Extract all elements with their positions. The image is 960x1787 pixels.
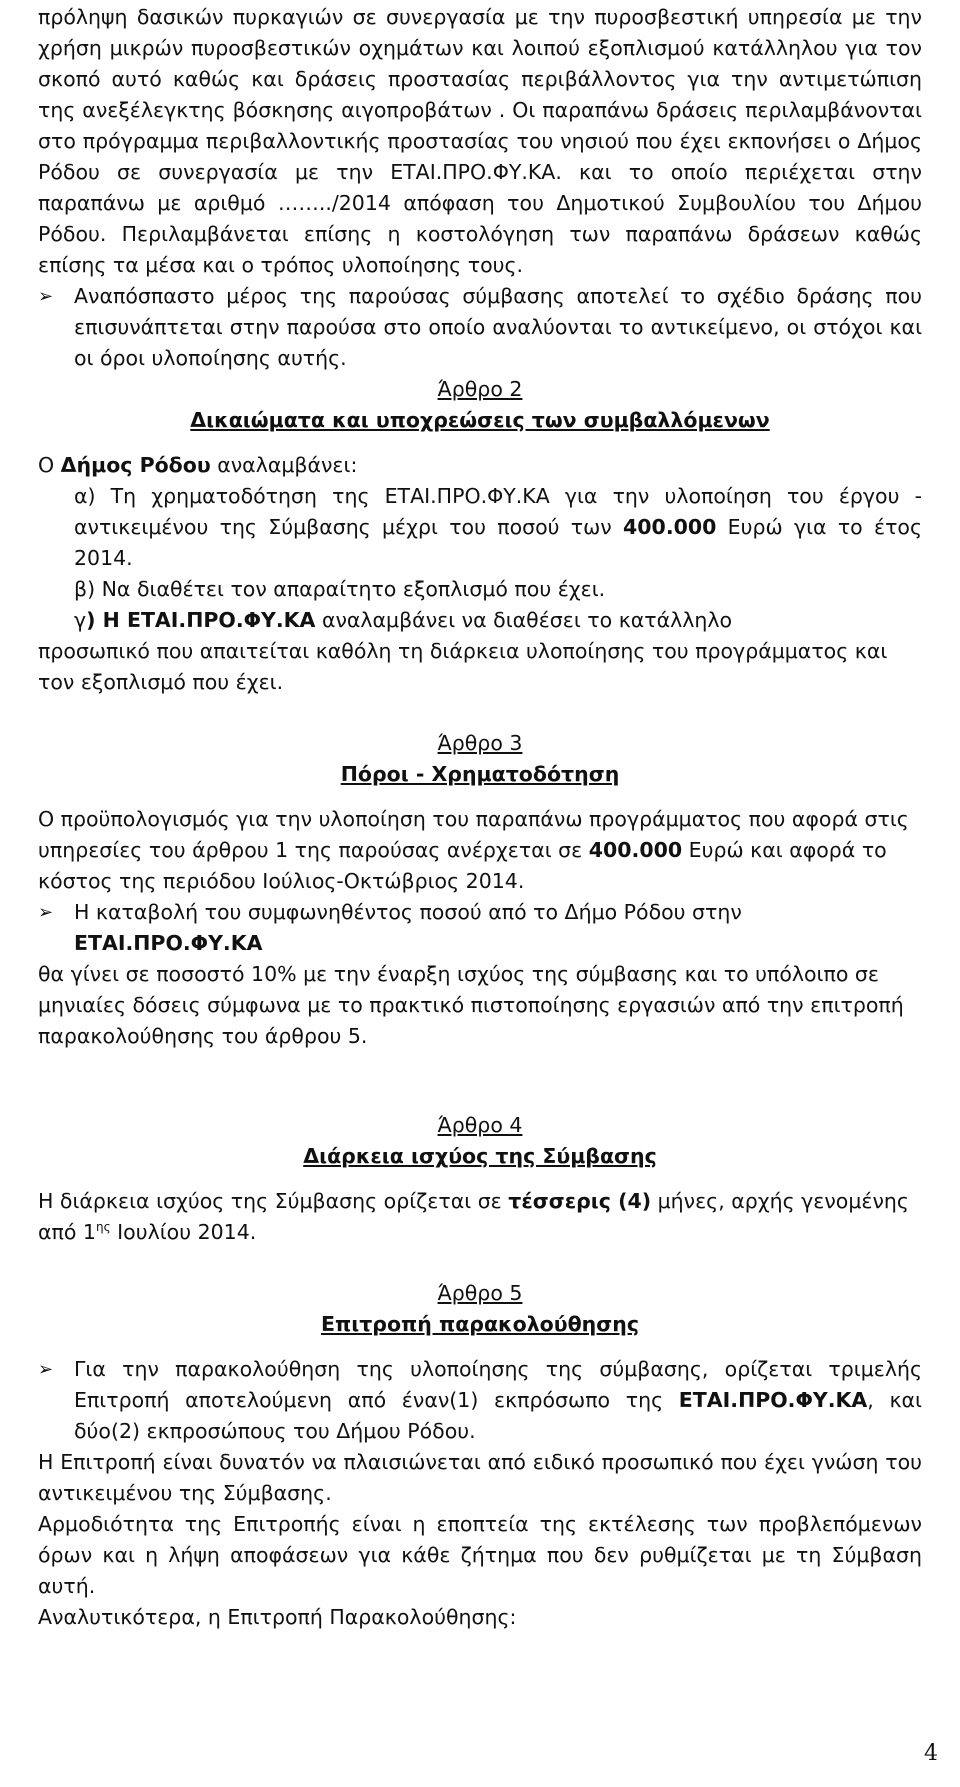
article-3-bullet: ➢ Η καταβολή του συμφωνηθέντος ποσού από το Δήμο Ρόδου στην ΕΤΑΙ.ΠΡΟ.ΦΥ.ΚΑ <box>38 897 922 959</box>
article-4-paragraph: Η διάρκεια ισχύος της Σύμβασης ορίζεται σε τέσσερις (4) μήνες, αρχής γενομένης από $1^{\eta\varsigma}$ Ιουλίου 2014. <box>38 1189 909 1244</box>
arrow-bullet-icon: ➢ <box>38 286 54 307</box>
article-2-item-b: β) Να διαθέτει τον απαραίτητο εξοπλισμό που έχει. <box>74 577 606 601</box>
arrow-bullet-icon: ➢ <box>38 1359 54 1380</box>
article-5-paragraph-3: Αναλυτικότερα, η Επιτροπή Παρακολούθησης: <box>38 1605 517 1629</box>
article-2-item-a: α) Τη χρηματοδότηση της ΕΤΑΙ.ΠΡΟ.ΦΥ.ΚΑ για την υλοποίηση του έργου - αντικειμένου της Σύμβασης μέχρι του ποσού των 400.000 Ευρώ για το έτος 2014. <box>74 484 922 570</box>
article-5-paragraph-1: Η Επιτροπή είναι δυνατόν να πλαισιώνεται από ειδικό προσωπικό που έχει γνώση του αντικειμένου της Σύμβασης. <box>38 1450 922 1505</box>
article-5-title: Επιτροπή παρακολούθησης <box>321 1312 639 1336</box>
article-2-title: Δικαιώματα και υποχρεώσεις των συμβαλλόμενων <box>190 408 770 432</box>
article-3-title: Πόροι - Χρηματοδότηση <box>340 762 620 786</box>
article-4-title: Διάρκεια ισχύος της Σύμβασης <box>303 1144 657 1168</box>
arrow-bullet-icon: ➢ <box>38 902 54 923</box>
document-body <box>38 2 922 1633</box>
article-5-bullet: ➢ Για την παρακολούθηση της υλοποίησης της σύμβασης, ορίζεται τριμελής Επιτροπή αποτελούμενη από έναν(1) εκπρόσωπο της ΕΤΑΙ.ΠΡΟ.ΦΥ.ΚΑ, και δύο(2) εκπροσώπους του Δήμου Ρόδου. <box>38 1354 922 1447</box>
article-3-paragraph-2: θα γίνει σε ποσοστό 10% με την έναρξη ισχύος της σύμβασης και το υπόλοιπο σε μηνιαίες δόσεις σύμφωνα με το πρακτικό πιστοποίησης εργασιών από την επιτροπή παρακολούθησης του άρθρου 5. <box>38 962 904 1048</box>
intro-paragraph: πρόληψη δασικών πυρκαγιών σε συνεργασία με την πυροσβεστική υπηρεσία με την χρήση μικρών πυροσβεστικών οχημάτων και λοιπού εξοπλισμού κατάλληλου για τον σκοπό αυτό καθώς και δράσεις προστασίας περιβάλλοντος για την αντιμετώπιση της ανεξέλεγκτης βόσκησης αιγοπροβάτων . Οι παραπάνω δράσεις περιλαμβάνονται στο πρόγραμμα περιβαλλοντικής προστασίας του νησιού που έχει εκπονήσει ο Δήμος Ρόδου σε συνεργασία με την ΕΤΑΙ.ΠΡΟ.ΦΥ.ΚΑ. και το οποίο περιέχεται στην παραπάνω με αριθμό ……../2014 απόφαση του Δημοτικού Συμβουλίου του Δήμου Ρόδου. Περιλαμβάνεται επίσης η κοστολόγηση των παραπάνω δράσεων καθώς επίσης τα μέσα και ο τρόπος υλοποίησης τους. <box>38 5 922 277</box>
article-2-item-c: γ) Η ΕΤΑΙ.ΠΡΟ.ΦΥ.ΚΑ αναλαμβάνει να διαθέσει το κατάλληλο <box>74 608 733 632</box>
article-3-heading: Άρθρο 3 <box>437 731 523 755</box>
article-2-item-c-cont: προσωπικό που απαιτείται καθόλη τη διάρκεια υλοποίησης του προγράμματος και τον εξοπλισμό που έχει. <box>38 639 888 694</box>
article-5-paragraph-2: Αρμοδιότητα της Επιτροπής είναι η εποπτεία της εκτέλεσης των προβλεπόμενων όρων και η λήψη αποφάσεων για κάθε ζήτημα που δεν ρυθμίζεται με τη Σύμβαση αυτή. <box>38 1512 922 1598</box>
article-2-heading: Άρθρο 2 <box>437 377 523 401</box>
article-5-heading: Άρθρο 5 <box>437 1281 523 1305</box>
article-3-paragraph-1: Ο προϋπολογισμός για την υλοποίηση του παραπάνω προγράμματος που αφορά στις υπηρεσίες του άρθρου 1 της παρούσας ανέρχεται σε 400.000 Ευρώ και αφορά το κόστος της περιόδου Ιούλιος-Οκτώβριος 2014. <box>38 807 909 893</box>
article-4-heading: Άρθρο 4 <box>437 1113 523 1137</box>
annex-bullet: ➢ Αναπόσπαστο μέρος της παρούσας σύμβασης αποτελεί το σχέδιο δράσης που επισυνάπτεται στην παρούσα στο οποίο αναλύονται το αντικείμενο, οι στόχοι και οι όροι υλοποίησης αυτής. <box>38 281 922 374</box>
article-2-intro: Ο Δήμος Ρόδου αναλαμβάνει: <box>38 453 358 477</box>
page-number: 4 <box>924 1741 938 1766</box>
